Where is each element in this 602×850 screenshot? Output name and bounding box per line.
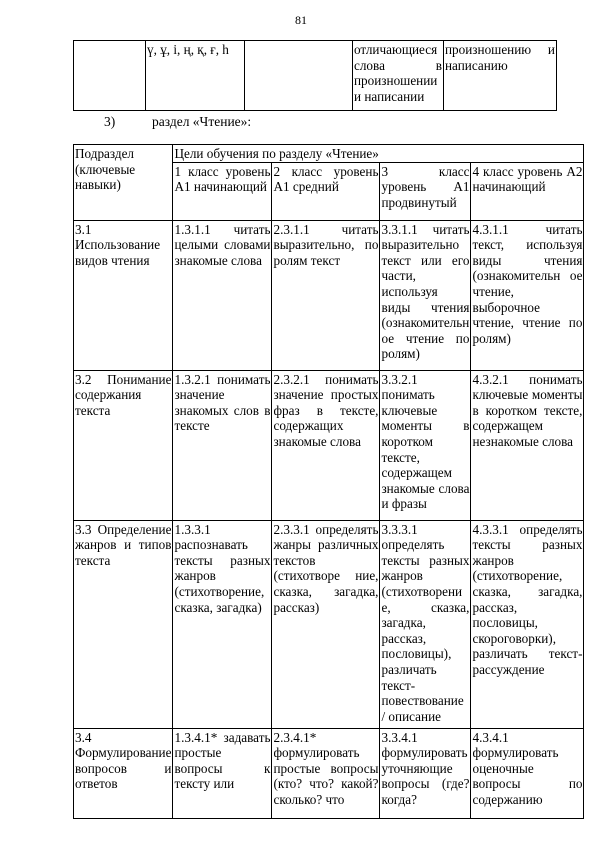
table-row [74,41,557,111]
table-header-row [74,145,584,163]
goal-cell: 4.3.4.1 формулировать оценочные вопросы по содержанию [471,728,584,818]
table-cell: отличающиеся слова в произношении и написании [353,41,444,111]
section-number: 3) [104,114,116,129]
grade-header: 4 класс уровень А2 начинающий [471,162,584,220]
table-cell: произношению и написанию [444,41,557,111]
section-title: раздел «Чтение»: [152,114,252,129]
goal-cell: 1.3.3.1 распознавать тексты разных жанров (стихотворение, сказка, загадка) [173,520,272,728]
goal-cell: 3.3.2.1 понимать ключевые моменты в коротком тексте, содержащем знакомые слова и фразы [380,370,471,520]
goal-cell: 3.3.3.1 определять тексты разных жанров (стихотворени е, сказка, загадка, рассказ, пословицы), различать текст-повествование / описание [380,520,471,728]
table-cell [74,41,146,111]
goal-cell: 2.3.4.1* формулировать простые вопросы (кто? что? какой? сколько? что [272,728,380,818]
subsection-cell: 3.3 Определение жанров и типов текста [74,520,173,728]
goal-cell: 4.3.3.1 определять тексты разных жанров (стихотворение, сказка, загадка, рассказ, пословицы, скороговорки), различать текст-рассуждение [471,520,584,728]
table-row [74,220,584,370]
goal-cell: 1.3.4.1* задавать простые вопросы к тексту или [173,728,272,818]
subsection-cell: 3.2 Понимание содержания текста [74,370,173,520]
subsection-cell: 3.1 Использование видов чтения [74,220,173,370]
table-row [74,520,584,728]
goal-cell: 3.3.4.1 формулировать уточняющие вопросы (где? когда? [380,728,471,818]
goal-cell: 4.3.2.1 понимать ключевые моменты в коротком тексте, содержащем незнакомые слова [471,370,584,520]
goals-header: Цели обучения по разделу «Чтение» [173,145,584,163]
goal-cell: 2.3.2.1 понимать значение простых фраз в тексте, содержащих знакомые слова [272,370,380,520]
subsection-cell: 3.4 Формулирование вопросов и ответов [74,728,173,818]
grade-header: 1 класс уровень А1 начинающий [173,162,272,220]
goal-cell: 3.3.1.1 читать выразительно текст или его части, используя виды чтения (ознакомительн ое чтение по ролям) [380,220,471,370]
page-number: 81 [295,13,307,27]
reading-goals-table [73,144,584,819]
table-row [74,728,584,818]
goal-cell: 1.3.2.1 понимать значение знакомых слов в тексте [173,370,272,520]
subsection-header: Подраздел (ключевые навыки) [74,145,173,221]
table-cell: ү, ұ, і, ң, қ, ғ, һ [146,41,245,111]
table-row [74,370,584,520]
goal-cell: 2.3.1.1 читать выразительно, по ролям текст [272,220,380,370]
section-heading [104,114,251,130]
grade-header: 3 класс уровень А1 продвинутый [380,162,471,220]
grade-header: 2 класс уровень А1 средний [272,162,380,220]
table-cell [245,41,353,111]
goal-cell: 2.3.3.1 определять жанры различных текстов (стихотворе ние, сказка, загадка, рассказ) [272,520,380,728]
goal-cell: 1.3.1.1 читать целыми словами знакомые слова [173,220,272,370]
top-table-fragment [73,40,557,111]
goal-cell: 4.3.1.1 читать текст, используя виды чтения (ознакомительн ое чтение, выборочное чтение, чтение по ролям) [471,220,584,370]
